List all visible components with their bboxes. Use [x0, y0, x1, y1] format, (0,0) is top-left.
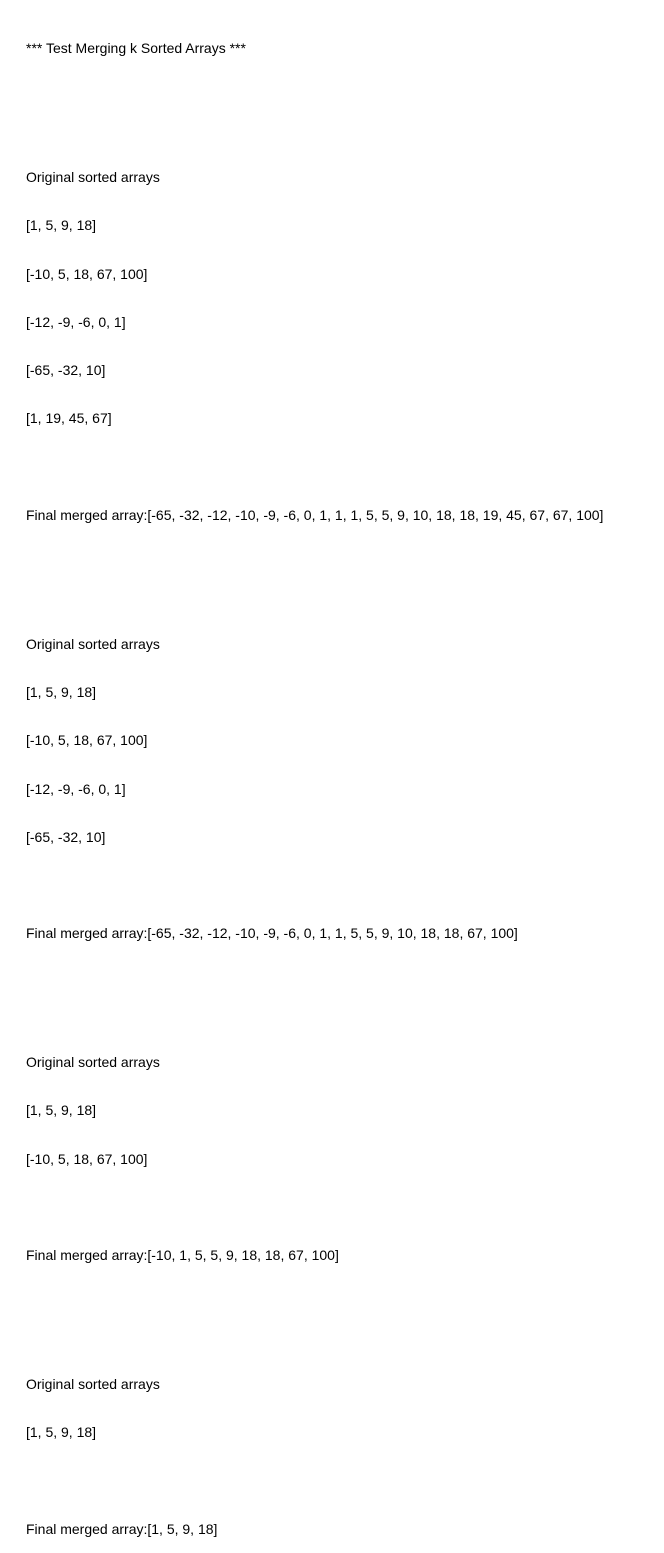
merged-result: Final merged array:[1, 5, 9, 18]	[26, 1520, 218, 1537]
input-array: [1, 5, 9, 18]	[26, 1102, 97, 1119]
blank-line	[26, 1296, 660, 1312]
blank-line	[26, 459, 660, 475]
blank-line	[26, 974, 660, 990]
input-array: [1, 5, 9, 18]	[26, 217, 97, 234]
input-array: [1, 5, 9, 18]	[26, 683, 97, 700]
input-array: [-65, -32, 10]	[26, 362, 106, 379]
input-array: [-12, -9, -6, 0, 1]	[26, 313, 126, 330]
original-arrays-heading: Original sorted arrays	[26, 1054, 160, 1071]
input-array: [-10, 5, 18, 67, 100]	[26, 265, 148, 282]
original-arrays-heading: Original sorted arrays	[26, 1375, 160, 1392]
blank-line	[26, 88, 660, 104]
input-array: [1, 19, 45, 67]	[26, 410, 112, 427]
output-header: *** Test Merging k Sorted Arrays ***	[26, 40, 246, 57]
merged-result: Final merged array:[-65, -32, -12, -10, -9, -6, 0, 1, 1, 1, 5, 5, 9, 10, 18, 18, 19, 45, 67, 67, 100]	[26, 506, 604, 523]
blank-line	[26, 1473, 660, 1489]
blank-line	[26, 1199, 660, 1215]
blank-line	[26, 555, 660, 571]
merged-result: Final merged array:[-65, -32, -12, -10, -9, -6, 0, 1, 1, 5, 5, 9, 10, 18, 18, 67, 100]	[26, 925, 518, 942]
console-output	[26, 8, 660, 1553]
blank-line	[26, 877, 660, 893]
input-array: [-10, 5, 18, 67, 100]	[26, 732, 148, 749]
input-array: [-10, 5, 18, 67, 100]	[26, 1150, 148, 1167]
input-array: [-65, -32, 10]	[26, 828, 106, 845]
input-array: [-12, -9, -6, 0, 1]	[26, 780, 126, 797]
original-arrays-heading: Original sorted arrays	[26, 168, 160, 185]
merged-result: Final merged array:[-10, 1, 5, 5, 9, 18, 18, 67, 100]	[26, 1247, 339, 1264]
original-arrays-heading: Original sorted arrays	[26, 635, 160, 652]
input-array: [1, 5, 9, 18]	[26, 1424, 97, 1441]
